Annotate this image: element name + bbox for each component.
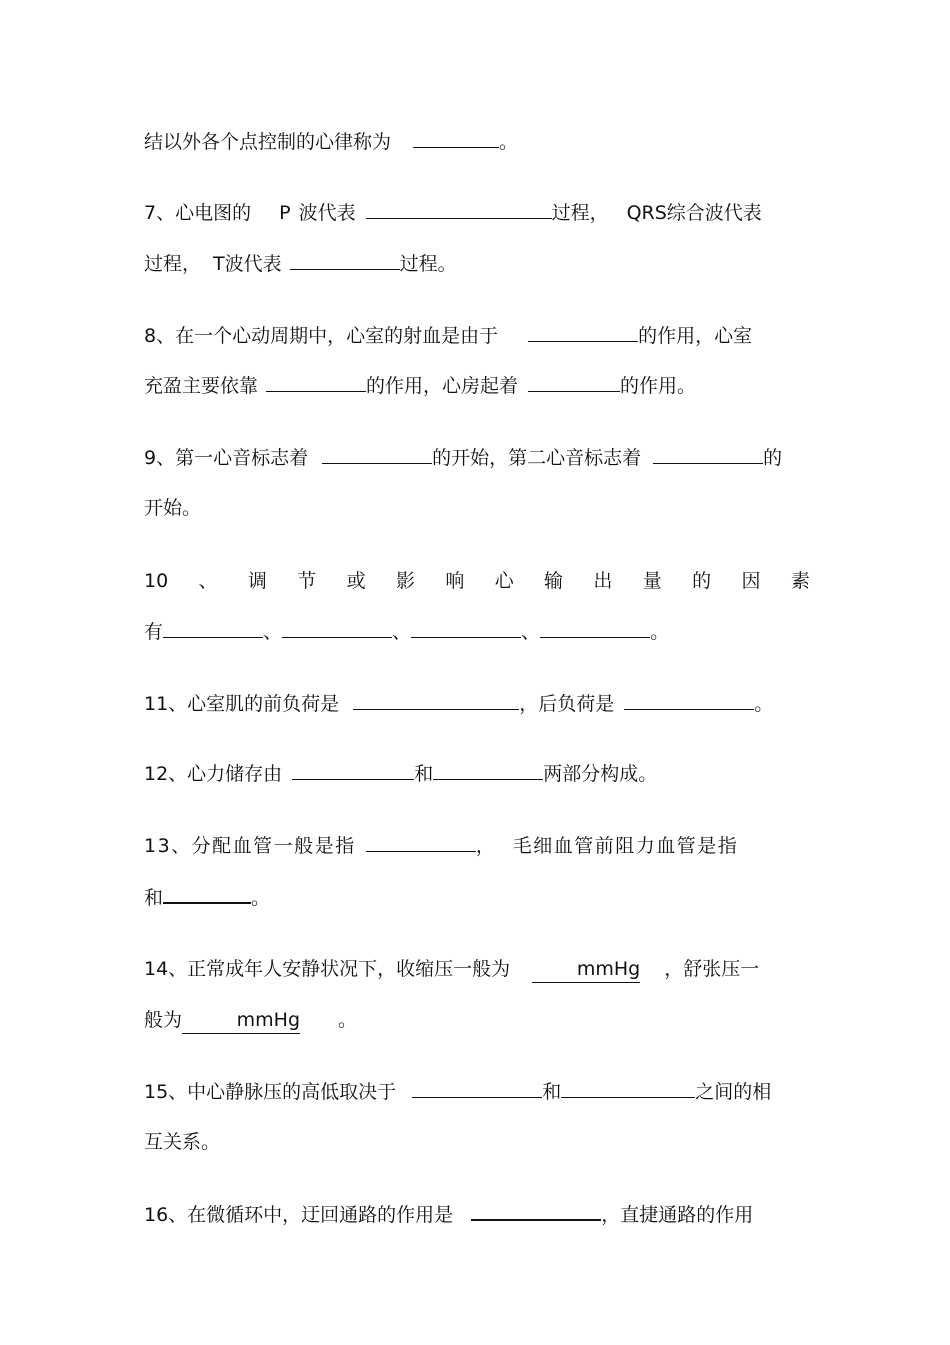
- answer-blank[interactable]: [163, 884, 251, 904]
- answer-blank[interactable]: [282, 619, 392, 638]
- question-text: 或: [346, 570, 366, 592]
- question-text: 过程，: [144, 253, 202, 275]
- punctuation: 、: [521, 621, 541, 643]
- punctuation: 、: [263, 621, 283, 643]
- question-text: 般为: [144, 1009, 183, 1031]
- text-line: [144, 761, 810, 787]
- text-line: [144, 129, 810, 155]
- text-line: [144, 884, 810, 911]
- punctuation: 。: [251, 887, 271, 909]
- punctuation: 。: [499, 131, 519, 153]
- answer-blank[interactable]: [366, 200, 552, 219]
- question-text: 10: [144, 570, 169, 592]
- text-line: [144, 373, 810, 399]
- question-text: 9、第一心音标志着: [144, 447, 309, 469]
- justified-text-line: [144, 568, 810, 594]
- text-line: [144, 200, 810, 226]
- answer-blank[interactable]: [412, 1079, 542, 1098]
- question-text: 毛细血管前阻力血管是指: [512, 835, 739, 857]
- question-text: 的作用，心房起着: [366, 375, 519, 397]
- answer-blank[interactable]: [292, 761, 414, 780]
- question-text: 量: [642, 570, 662, 592]
- answer-blank[interactable]: [561, 1079, 695, 1098]
- question-text: ，直捷通路的作用: [601, 1204, 754, 1226]
- question-text: P: [279, 202, 291, 224]
- question-text: 和: [542, 1081, 562, 1103]
- question-text: 14、正常成年人安静状况下，收缩压一般为: [144, 958, 511, 980]
- question-text: 7、心电图的: [144, 202, 252, 224]
- text-line: [144, 1007, 810, 1034]
- question-text: 充盈主要依靠: [144, 375, 259, 397]
- question-text: 影: [395, 570, 415, 592]
- text-line: [144, 833, 810, 859]
- question-text: 的: [692, 570, 712, 592]
- question-text: 节: [297, 570, 317, 592]
- answer-blank[interactable]: [353, 691, 519, 710]
- punctuation: 、: [392, 621, 412, 643]
- punctuation: ，: [475, 835, 495, 857]
- question-text: 13、分配血管一般是指: [144, 835, 356, 857]
- question-text: 12、心力储存由: [144, 763, 283, 785]
- punctuation: 。: [338, 1009, 358, 1031]
- question-text: 互关系。: [144, 1131, 221, 1153]
- answer-blank[interactable]: [413, 129, 499, 148]
- answer-blank[interactable]: [366, 833, 476, 852]
- question-text: 有: [144, 621, 164, 643]
- question-text: 的开始，第二心音标志着: [432, 447, 642, 469]
- text-line: [144, 691, 810, 717]
- question-text: 因: [741, 570, 761, 592]
- question-text: 结以外各个点控制的心律称为: [144, 131, 392, 153]
- text-line: [144, 251, 810, 277]
- question-text: 的作用。: [620, 375, 697, 397]
- question-text: 8、在一个心动周期中，心室的射血是由于: [144, 325, 499, 347]
- answer-blank[interactable]: [266, 373, 366, 392]
- answer-blank[interactable]: [322, 445, 432, 464]
- answer-blank[interactable]: [433, 761, 543, 780]
- question-text: 心: [494, 570, 514, 592]
- answer-blank[interactable]: [653, 445, 763, 464]
- answer-blank-with-unit[interactable]: [182, 1007, 300, 1034]
- question-text: 两部分构成。: [543, 763, 658, 785]
- answer-blank[interactable]: [528, 323, 638, 342]
- question-text: ，后负荷是: [519, 693, 615, 715]
- question-text: 的作用，心室: [638, 325, 753, 347]
- question-text: 之间的相: [695, 1081, 772, 1103]
- question-text: 和: [414, 763, 434, 785]
- question-text: 的: [763, 447, 783, 469]
- question-text: 素: [790, 570, 810, 592]
- question-text: 、: [198, 570, 218, 592]
- question-text: 16、在微循环中，迂回通路的作用是: [144, 1204, 454, 1226]
- question-text: 过程。: [399, 253, 457, 275]
- question-text: 波代表: [298, 202, 356, 224]
- punctuation: 。: [650, 621, 670, 643]
- answer-blank[interactable]: [290, 251, 400, 270]
- question-text: 响: [445, 570, 465, 592]
- question-text: 开始。: [144, 497, 202, 519]
- answer-blank[interactable]: [528, 373, 620, 392]
- answer-blank[interactable]: [411, 619, 521, 638]
- answer-blank[interactable]: [540, 619, 650, 638]
- question-text: T波代表: [213, 253, 282, 275]
- question-text: 11、心室肌的前负荷是: [144, 693, 340, 715]
- text-line: [144, 1129, 810, 1155]
- text-line: [144, 495, 810, 521]
- answer-blank[interactable]: [624, 691, 754, 710]
- answer-blank[interactable]: [471, 1201, 601, 1221]
- text-line: [144, 1201, 810, 1228]
- punctuation: 。: [754, 693, 774, 715]
- text-line: [144, 956, 810, 983]
- text-line: [144, 323, 810, 349]
- question-text: ，舒张压一: [664, 958, 760, 980]
- answer-blank[interactable]: [163, 619, 263, 638]
- text-line: [144, 445, 810, 471]
- question-text: 15、中心静脉压的高低取决于: [144, 1081, 397, 1103]
- question-text: 输: [544, 570, 564, 592]
- question-text: QRS综合波代表: [626, 202, 762, 224]
- unit-label: mmHg: [236, 1009, 301, 1031]
- question-text: 过程，: [551, 202, 609, 224]
- question-text: 出: [593, 570, 613, 592]
- question-text: 调: [247, 570, 267, 592]
- text-line: [144, 619, 810, 645]
- text-line: [144, 1079, 810, 1105]
- question-text: 和: [144, 887, 164, 909]
- answer-blank-with-unit[interactable]: [532, 956, 640, 983]
- unit-label: mmHg: [576, 958, 641, 980]
